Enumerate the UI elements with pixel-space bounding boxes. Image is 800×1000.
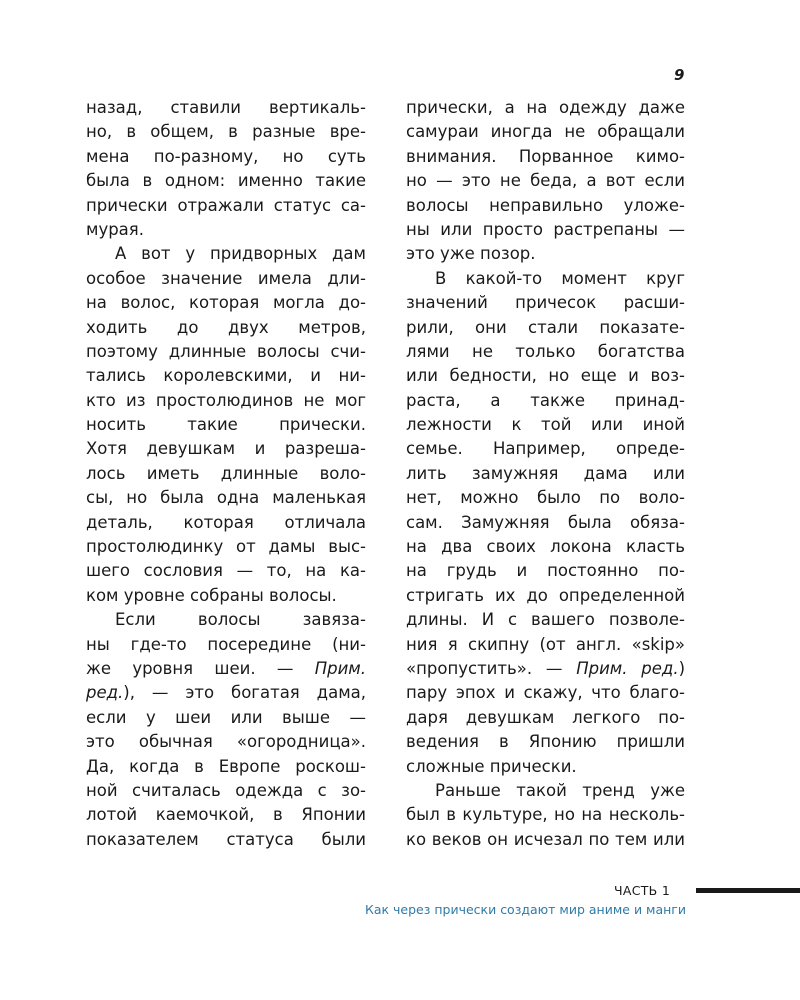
text-line: но, в общем, в разные вре- [86,122,366,142]
text-line: назад, ставили вертикаль- [86,98,366,117]
editor-note-italic: ред. [86,683,124,703]
text-line: это уже позор. [406,244,536,264]
text-line: длины. И с вашего позволе- [406,610,685,630]
text-line: или бедности, но еще и воз- [406,366,685,386]
text-line: сам. Замужняя была обяза- [406,512,685,532]
text-fragment: «пропустить». — [406,658,577,678]
text-line [406,657,685,681]
text-line: деталь, которая отличала [86,512,366,532]
text-line: если у шеи или выше — [86,707,366,727]
text-line: лями не только богатства [406,341,685,361]
text-line: сы, но была одна маленькая [86,488,366,508]
text-line [86,657,366,681]
text-line: тались королевскими, и ни- [86,366,366,386]
text-line: рили, они стали показате- [406,317,685,337]
text-line: ходить до двух метров, [86,317,366,337]
text-line: шего сословия — то, на ка- [86,561,366,581]
text-line: сложные прически. [406,756,577,776]
text-line: Если волосы завяза- [115,610,366,630]
text-line: прически, а на одежду даже [406,98,685,117]
text-line: была в одном: именно такие [86,171,366,191]
text-line: пару эпох и скажу, что благо- [406,683,685,703]
text-line: поэтому длинные волосы счи- [86,341,366,361]
text-line [86,681,366,705]
text-line: ко веков он исчезал по тем или [406,829,685,849]
text-line: В какой-то момент круг [435,268,685,288]
text-line: был в культуре, но на несколь- [406,805,685,825]
text-line: на два своих локона класть [406,537,685,557]
text-line: ком уровне собраны волосы. [86,585,337,605]
text-line: но — это не беда, а вот если [406,171,685,191]
left-text-column [86,96,366,852]
text-line: даря девушкам легкого по- [406,707,685,727]
footer-chapter-subtitle: Как через прически создают мир аниме и манги [364,902,686,917]
text-line: ной считалась одежда с зо- [86,780,366,800]
text-line: лось иметь длинные воло- [86,463,366,483]
text-line: Да, когда в Европе роскош- [86,756,366,776]
text-line: ны или просто растрепаны — [406,219,685,239]
text-line: мена по-разному, но суть [86,146,366,166]
text-line: особое значение имела дли- [86,268,366,288]
text-line: лить замужняя дама или [406,463,685,483]
text-line: простолюдинку от дамы выс- [86,537,366,557]
text-line: мурая. [86,219,144,239]
editor-note-italic: Прим. [314,658,366,678]
text-line: показателем статуса были [86,829,366,849]
text-line: ведения в Японию пришли [406,732,685,752]
text-line: Раньше такой тренд уже [435,780,685,800]
text-line: ны где-то посередине (ни- [86,634,366,654]
text-line: нет, можно было по воло- [406,488,685,508]
text-fragment: ), — это богатая дама, [123,683,366,703]
text-line: стригать их до определенной [406,585,685,605]
footer-rule [696,888,800,893]
text-line: самураи иногда не обращали [406,122,685,142]
footer-part-label: ЧАСТЬ 1 [614,883,671,898]
text-line: Хотя девушкам и разреша- [86,439,366,459]
text-line: кто из простолюдинов не мог [86,390,366,410]
right-text-column [406,96,685,852]
text-fragment: же уровня шеи. — [86,658,315,678]
text-fragment: ) [678,658,685,678]
text-line: внимания. Порванное кимо- [406,146,685,166]
text-line: раста, а также принад- [406,390,685,410]
text-line: ния я скипну (от англ. «skip» [406,634,685,654]
text-line: А вот у придворных дам [115,244,366,264]
text-line: семье. Например, опреде- [406,439,685,459]
text-line: это обычная «огородница». [86,732,366,752]
text-line: лежности к той или иной [406,415,685,435]
text-line: волосы неправильно уложе- [406,195,685,215]
editor-note-italic: Прим. ред. [576,658,679,678]
text-line: прически отражали статус са- [86,195,366,215]
text-line: лотой каемочкой, в Японии [86,805,366,825]
text-line: на волос, которая могла до- [86,293,366,313]
text-line: носить такие прически. [86,415,366,435]
text-line: значений причесок расши- [406,293,685,313]
page-number: 9 [674,66,685,84]
text-line: на грудь и постоянно по- [406,561,685,581]
